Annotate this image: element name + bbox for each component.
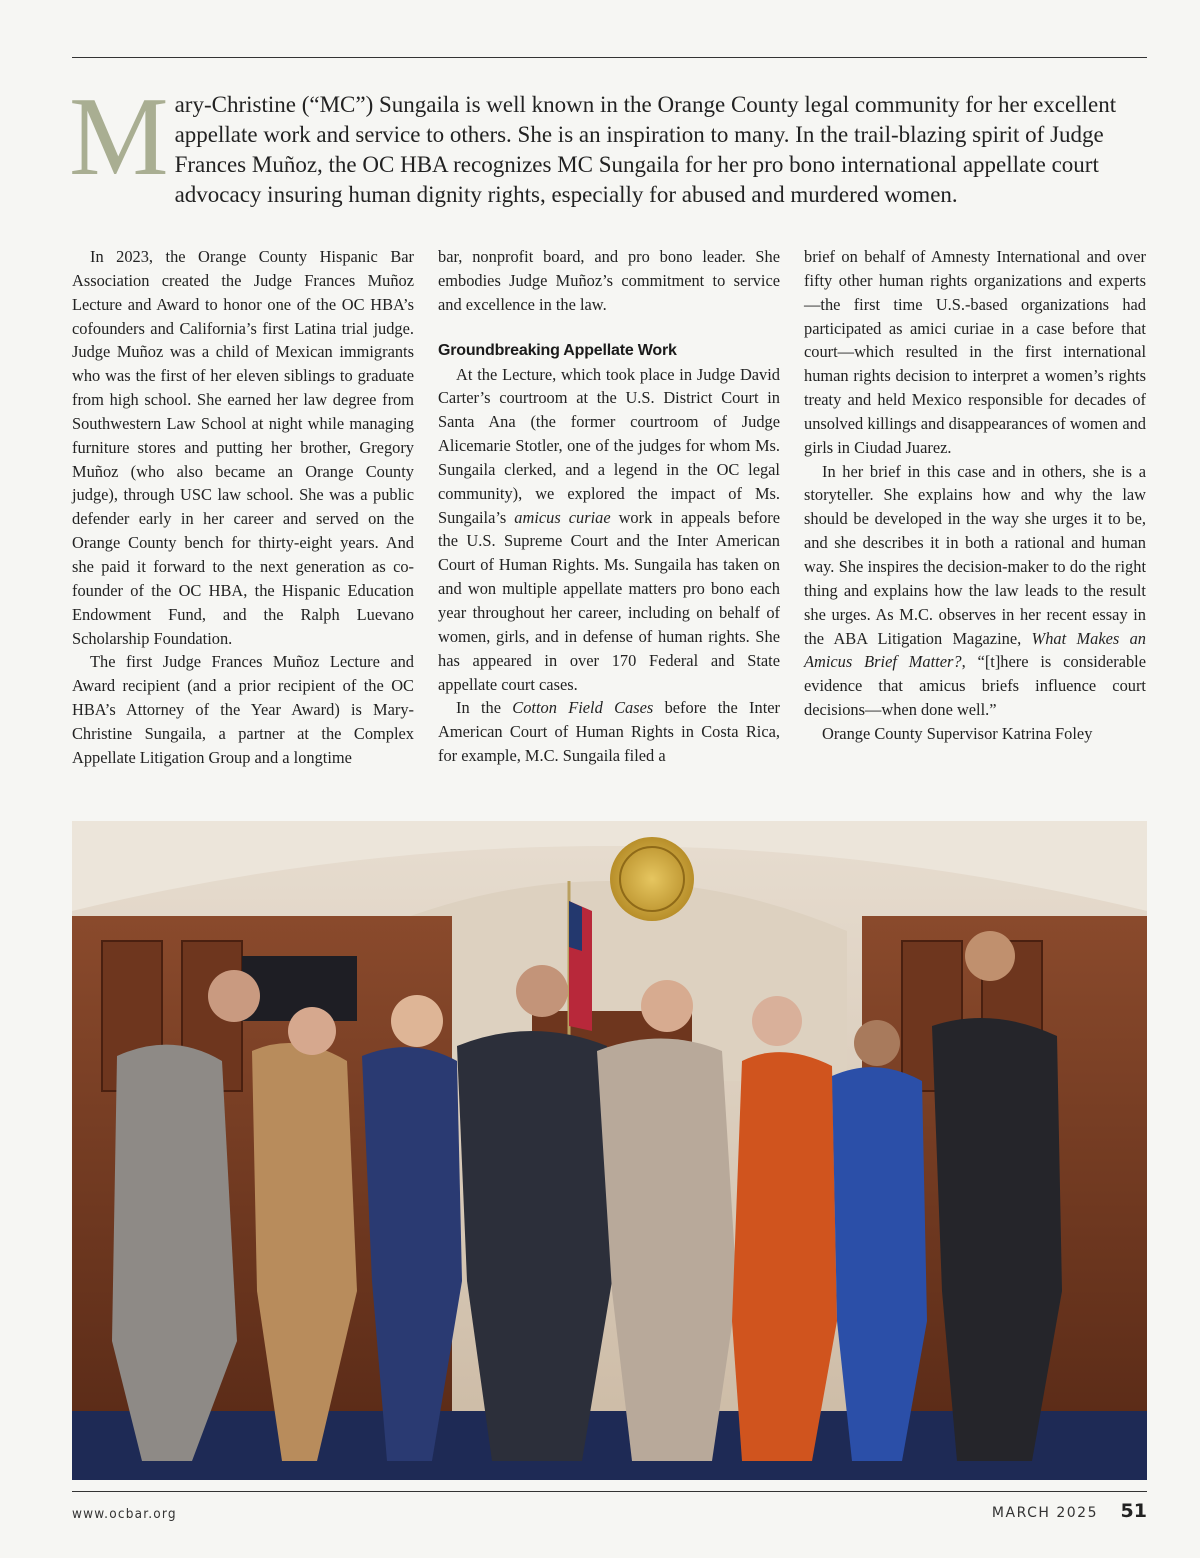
bottom-rule <box>72 1491 1147 1492</box>
text-run: work in appeals before the U.S. Supreme Court and the Inter American Court of Human Rights. Ms. Sungaila has taken on and won multiple appellate matters pro bono each year throughout her career, including on behalf of women, girls, and in defense of human rights. She has appeared in over 170 Federal and State appellate court cases. <box>438 507 781 694</box>
text-run: In the <box>456 698 513 718</box>
section-heading: Groundbreaking Appellate Work <box>438 341 677 359</box>
italic-essay-title: What Makes an Amicus Brief Matter? <box>804 628 1146 672</box>
article-paragraph: brief on behalf of Amnesty International and over fifty other human rights organizations and experts—the first time U.S.-based organizations had participated as amici curiae in a case before that court—which resulted in the first international human rights decision to interpret a women’s rights treaty and held Mexico responsible for decades of unsolved killings and disappearances of women and girls in Ciudad Juarez. <box>804 247 1146 457</box>
article-paragraph <box>438 363 780 697</box>
lede-paragraph <box>69 75 1147 210</box>
article-paragraph <box>804 460 1146 722</box>
footer-website-url: www.ocbar.org <box>72 1506 177 1522</box>
article-paragraph: In 2023, the Orange County Hispanic Bar Association created the Judge Frances Muñoz Lecture and Award to honor one of the OC HBA’s cofounders and California’s first Latina trial judge. Judge Muñoz was a child of Mexican immigrants who was the first of her eleven siblings to graduate from high school. She earned her law degree from Southwestern Law School at night while managing furniture stores and putting her brother, Gregory Muñoz (who also became an Orange County judge), through USC law school. She was a public defender early in her career and served on the Orange County bench for thirty-eight years. And she paid it forward to the next generation as co-founder of the OC HBA, the Hispanic Education Endowment Fund, and the Ralph Luevano Scholarship Foundation. <box>72 247 414 648</box>
text-run: In her brief in this case and in others, she is a storyteller. She explains how and why the law should be developed in the way she urges it to be, and she describes it in both a rational and human way. She inspires the decision-maker to do the right thing and explains how the law leads to the result she urges. As M.C. observes in her recent essay in the ABA Litigation Magazine, <box>804 461 1146 648</box>
article-paragraph <box>438 696 780 768</box>
courtroom-group-photo <box>72 821 1147 1480</box>
footer-issue-date: MARCH 2025 <box>991 1505 1098 1521</box>
article-column-2 <box>438 245 780 768</box>
text-run: , “[t]here is considerable evidence that amicus briefs influence court decisions—when done well.” <box>804 652 1146 720</box>
lede-text: ary-Christine (“MC”) Sungaila is well known in the Orange County legal community for her excellent appellate work and service to others. She is an inspiration to many. In the trail-blazing spirit of Judge Frances Muñoz, the OC HBA recognizes MC Sungaila for her pro bono international appellate court advocacy insuring human dignity rights, especially for abused and murdered women. <box>174 92 1117 207</box>
italic-term: amicus curiae <box>514 507 611 527</box>
page-number: 51 <box>1120 1500 1147 1522</box>
article-column-1 <box>72 245 414 770</box>
text-run: before the Inter American Court of Human Rights in Costa Rica, for example, M.C. Sungaila filed a <box>438 698 780 766</box>
text-run: At the Lecture, which took place in Judge David Carter’s courtroom at the U.S. District Court in Santa Ana (the former courtroom of Judge Alicemarie Stotler, one of the judges for whom Ms. Sungaila clerked, and a legend in the OC legal community), we explored the impact of Ms. Sungaila’s <box>438 364 780 527</box>
article-paragraph: bar, nonprofit board, and pro bono leader. She embodies Judge Muñoz’s commitment to service and excellence in the law. <box>438 247 780 314</box>
court-seal-icon <box>610 837 694 921</box>
top-rule <box>72 57 1147 58</box>
article-paragraph: Orange County Supervisor Katrina Foley <box>822 723 1093 743</box>
italic-case-name: Cotton Field Cases <box>512 698 654 718</box>
drop-cap: M <box>69 75 169 199</box>
article-column-3 <box>804 245 1146 746</box>
article-paragraph: The first Judge Frances Muñoz Lecture and Award recipient (and a prior recipient of the OC HBA’s Attorney of the Year Award) is Mary-Christine Sungaila, a partner at the Complex Appellate Litigation Group and a longtime <box>72 652 414 767</box>
